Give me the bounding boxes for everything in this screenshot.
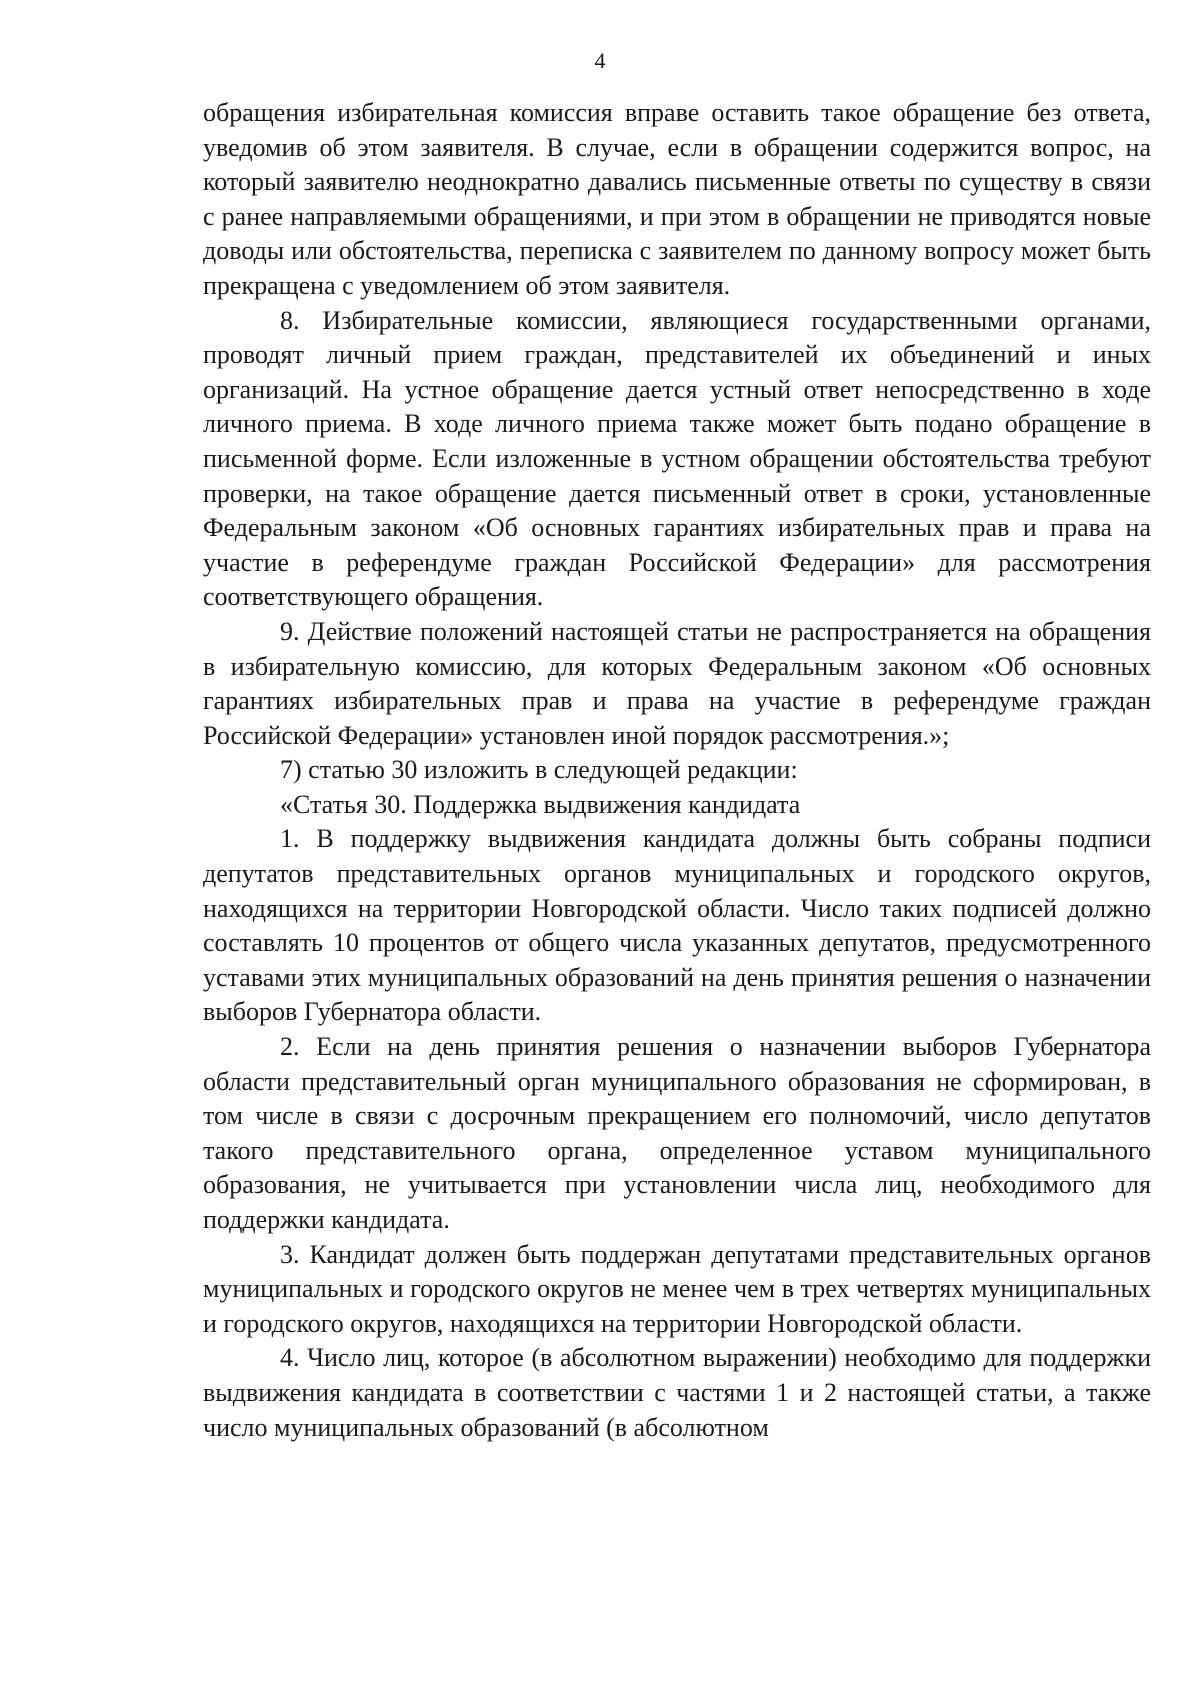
paragraph-article-30-part-2: 2. Если на день принятия решения о назначении выборов Губернатора области представительный орган муниципального образования не сформирован, в том числе в связи с досрочным прекращением его полномочий, число депутатов такого представительного органа, определенное уставом муниципального образования, не учитывается при установлении числа лиц, необходимого для поддержки кандидата. [203,1032,1151,1234]
paragraph-article-30-part-1: 1. В поддержку выдвижения кандидата должны быть собраны подписи депутатов представительных органов муниципальных и городского округов, находящихся на территории Новгородской области. Число таких подписей должно составлять 10 процентов от общего числа указанных депутатов, предусмотренного уставами этих муниципальных образований на день принятия решения о назначении выборов Губернатора области. [203,824,1151,1027]
page-number: 4 [594,48,606,73]
paragraph-article-30-part-4: 4. Число лиц, которое (в абсолютном выражении) необходимо для поддержки выдвижения кандидата в соответствии с частями 1 и 2 настоящей статьи, а также число муниципальных образований (в абсолютном [203,1343,1151,1442]
paragraph-article-30-part-3: 3. Кандидат должен быть поддержан депутатами представительных органов муниципальных и городского округов не менее чем в трех четвертях муниципальных и городского округов, находящихся на территории Новгородской области. [203,1239,1151,1338]
paragraph-item-9: 9. Действие положений настоящей статьи не распространяется на обращения в избирательную комиссию, для которых Федеральным законом «Об основных гарантиях избирательных прав и права на участие в референдуме граждан Российской Федерации» установлен иной порядок рассмотрения.»; [203,616,1151,750]
paragraph-continuation: обращения избирательная комиссия вправе оставить такое обращение без ответа, уведомив об этом заявителя. В случае, если в обращении содержится вопрос, на который заявителю неоднократно давались письменные ответы по существу в связи с ранее направляемыми обращениями, и при этом в обращении не приводятся новые доводы или обстоятельства, переписка с заявителем по данному вопросу может быть прекращена с уведомлением об этом заявителя. [203,98,1151,300]
paragraph-item-8: 8. Избирательные комиссии, являющиеся государственными органами, проводят личный прием граждан, представителей их объединений и иных организаций. На устное обращение дается устный ответ непосредственно в ходе личного приема. В ходе личного приема также может быть подано обращение в письменной форме. Если изложенные в устном обращении обстоятельства требуют проверки, на такое обращение дается письменный ответ в сроки, установленные Федеральным законом «Об основных гарантиях избирательных прав и права на участие в референдуме граждан Российской Федерации» для рассмотрения соответствующего обращения. [203,305,1151,612]
paragraph-amendment-7: 7) статью 30 изложить в следующей редакции: [280,755,798,785]
document-body [203,96,1151,1445]
article-30-heading: «Статья 30. Поддержка выдвижения кандидата [280,789,801,819]
